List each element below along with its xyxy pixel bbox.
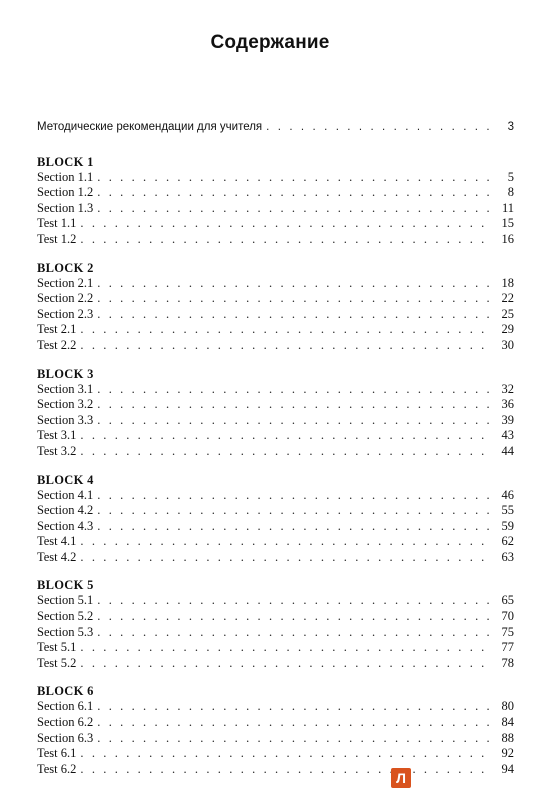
toc-entry[interactable] bbox=[37, 382, 514, 398]
toc-entry-page: 65 bbox=[501, 593, 514, 608]
toc-entry-page: 59 bbox=[501, 518, 514, 533]
toc-entry-label: Test 5.1 bbox=[37, 640, 77, 655]
dot-leader bbox=[80, 640, 492, 656]
dot-leader bbox=[97, 291, 492, 307]
toc-entry-label: Test 1.2 bbox=[37, 231, 77, 246]
toc-entry-page: 3 bbox=[507, 121, 514, 133]
toc-entry-label: Section 2.2 bbox=[37, 291, 94, 306]
toc-entry-page: 18 bbox=[501, 275, 514, 290]
toc-entry[interactable] bbox=[37, 640, 514, 656]
toc-entry-page: 77 bbox=[501, 640, 514, 655]
toc-entry[interactable] bbox=[37, 731, 514, 747]
block-heading: BLOCK 3 bbox=[37, 366, 94, 381]
dot-leader bbox=[97, 715, 492, 731]
dot-leader bbox=[97, 276, 492, 292]
dot-leader bbox=[266, 120, 492, 136]
toc-entry-label: Методические рекомендации для учителя bbox=[37, 121, 263, 133]
toc-entry-label: Section 6.1 bbox=[37, 699, 94, 714]
toc-entry-page: 70 bbox=[501, 609, 514, 624]
toc-entry-page: 92 bbox=[501, 746, 514, 761]
toc-entry-page: 46 bbox=[501, 487, 514, 502]
dot-leader bbox=[80, 428, 492, 444]
dot-leader bbox=[97, 519, 492, 535]
dot-leader bbox=[97, 397, 492, 413]
toc-entry[interactable] bbox=[37, 397, 514, 413]
toc-entry-page: 16 bbox=[501, 231, 514, 246]
toc-entry-label: Test 6.2 bbox=[37, 761, 77, 776]
toc-entry[interactable] bbox=[37, 276, 514, 292]
toc-entry-label: Section 2.3 bbox=[37, 306, 94, 321]
toc-block bbox=[37, 472, 514, 566]
toc-entry-page: 8 bbox=[507, 185, 514, 200]
toc-entry-page: 11 bbox=[501, 200, 514, 215]
toc-block bbox=[37, 366, 514, 460]
dot-leader bbox=[97, 382, 492, 398]
toc-entry[interactable] bbox=[37, 656, 514, 672]
toc-entry[interactable] bbox=[37, 503, 514, 519]
toc-entry-label: Section 3.2 bbox=[37, 397, 94, 412]
toc-entry-label: Test 3.1 bbox=[37, 428, 77, 443]
toc-entry-label: Section 4.2 bbox=[37, 503, 94, 518]
block-heading: BLOCK 1 bbox=[37, 154, 94, 169]
dot-leader bbox=[80, 762, 492, 778]
dot-leader bbox=[97, 488, 492, 504]
toc-entry-page: 88 bbox=[501, 730, 514, 745]
toc-entry[interactable] bbox=[37, 232, 514, 248]
toc-entry-label: Section 5.2 bbox=[37, 609, 94, 624]
dot-leader bbox=[80, 746, 492, 762]
dot-leader bbox=[97, 201, 492, 217]
dot-leader bbox=[97, 609, 492, 625]
toc-entry[interactable] bbox=[37, 593, 514, 609]
dot-leader bbox=[80, 656, 492, 672]
toc-entry[interactable] bbox=[37, 444, 514, 460]
toc-entry[interactable] bbox=[37, 216, 514, 232]
toc-entry-label: Section 4.3 bbox=[37, 518, 94, 533]
toc-entry-label: Section 5.3 bbox=[37, 624, 94, 639]
toc-entry-page: 30 bbox=[501, 337, 514, 352]
toc-entry-label: Section 3.3 bbox=[37, 412, 94, 427]
dot-leader bbox=[97, 593, 492, 609]
dot-leader bbox=[97, 503, 492, 519]
toc-intro bbox=[37, 120, 514, 136]
toc-entry-label: Section 2.1 bbox=[37, 275, 94, 290]
dot-leader bbox=[80, 444, 492, 460]
toc-entry[interactable] bbox=[37, 291, 514, 307]
table-of-contents bbox=[37, 120, 514, 789]
dot-leader bbox=[80, 216, 492, 232]
block-heading: BLOCK 2 bbox=[37, 260, 94, 275]
toc-entry-page: 25 bbox=[501, 306, 514, 321]
toc-entry-page: 36 bbox=[501, 397, 514, 412]
toc-entry[interactable] bbox=[37, 699, 514, 715]
toc-entry-page: 80 bbox=[501, 699, 514, 714]
toc-blocks bbox=[37, 154, 514, 778]
dot-leader bbox=[97, 185, 492, 201]
dot-leader bbox=[97, 307, 492, 323]
toc-entry-label: Section 3.1 bbox=[37, 381, 94, 396]
toc-entry[interactable] bbox=[37, 609, 514, 625]
toc-entry[interactable] bbox=[37, 307, 514, 323]
toc-entry-label: Test 2.1 bbox=[37, 322, 77, 337]
toc-entry-page: 55 bbox=[501, 503, 514, 518]
toc-entry-label: Section 1.1 bbox=[37, 169, 94, 184]
toc-entry-page: 75 bbox=[501, 624, 514, 639]
toc-entry-label: Test 2.2 bbox=[37, 337, 77, 352]
dot-leader bbox=[97, 625, 492, 641]
toc-block bbox=[37, 683, 514, 777]
toc-entry-page: 39 bbox=[501, 412, 514, 427]
toc-entry-label: Section 1.3 bbox=[37, 200, 94, 215]
toc-entry[interactable] bbox=[37, 715, 514, 731]
dot-leader bbox=[80, 534, 492, 550]
toc-entry-label: Section 1.2 bbox=[37, 185, 94, 200]
toc-entry[interactable] bbox=[37, 185, 514, 201]
dot-leader bbox=[80, 338, 492, 354]
toc-entry-page: 94 bbox=[501, 761, 514, 776]
toc-block bbox=[37, 154, 514, 248]
toc-entry[interactable] bbox=[37, 488, 514, 504]
toc-entry-label: Section 4.1 bbox=[37, 487, 94, 502]
toc-entry-label: Test 3.2 bbox=[37, 443, 77, 458]
dot-leader bbox=[80, 232, 492, 248]
toc-entry-page: 32 bbox=[501, 381, 514, 396]
toc-entry[interactable] bbox=[37, 413, 514, 429]
toc-block bbox=[37, 577, 514, 671]
toc-entry[interactable] bbox=[37, 322, 514, 338]
block-heading: BLOCK 6 bbox=[37, 684, 94, 699]
toc-entry-page: 29 bbox=[501, 322, 514, 337]
dot-leader bbox=[80, 550, 492, 566]
dot-leader bbox=[80, 322, 492, 338]
toc-entry-page: 78 bbox=[501, 655, 514, 670]
toc-entry-label: Test 1.1 bbox=[37, 216, 77, 231]
publisher-logo-icon: Л bbox=[391, 768, 411, 788]
toc-entry[interactable] bbox=[37, 762, 514, 778]
page-title: Содержание bbox=[210, 32, 330, 53]
toc-entry[interactable] bbox=[37, 428, 514, 444]
toc-entry-page: 84 bbox=[501, 715, 514, 730]
toc-entry-page: 43 bbox=[501, 428, 514, 443]
dot-leader bbox=[97, 699, 492, 715]
toc-entry-page: 62 bbox=[501, 534, 514, 549]
toc-entry[interactable] bbox=[37, 746, 514, 762]
toc-entry[interactable] bbox=[37, 120, 514, 136]
toc-entry[interactable] bbox=[37, 625, 514, 641]
toc-entry[interactable] bbox=[37, 519, 514, 535]
toc-entry-page: 5 bbox=[507, 169, 514, 184]
toc-entry-page: 44 bbox=[501, 443, 514, 458]
toc-entry-label: Section 6.2 bbox=[37, 715, 94, 730]
toc-entry-page: 22 bbox=[501, 291, 514, 306]
toc-entry-label: Section 5.1 bbox=[37, 593, 94, 608]
block-heading: BLOCK 4 bbox=[37, 472, 94, 487]
toc-entry[interactable] bbox=[37, 201, 514, 217]
toc-block bbox=[37, 260, 514, 354]
toc-entry[interactable] bbox=[37, 534, 514, 550]
toc-entry[interactable] bbox=[37, 338, 514, 354]
toc-entry[interactable] bbox=[37, 550, 514, 566]
toc-entry-label: Section 6.3 bbox=[37, 730, 94, 745]
dot-leader bbox=[97, 731, 492, 747]
toc-entry-label: Test 5.2 bbox=[37, 655, 77, 670]
dot-leader bbox=[97, 413, 492, 429]
block-heading: BLOCK 5 bbox=[37, 578, 94, 593]
toc-entry[interactable] bbox=[37, 170, 514, 186]
toc-entry-page: 63 bbox=[501, 549, 514, 564]
toc-entry-label: Test 4.1 bbox=[37, 534, 77, 549]
toc-entry-page: 15 bbox=[501, 216, 514, 231]
toc-entry-label: Test 4.2 bbox=[37, 549, 77, 564]
dot-leader bbox=[97, 170, 492, 186]
toc-entry-label: Test 6.1 bbox=[37, 746, 77, 761]
